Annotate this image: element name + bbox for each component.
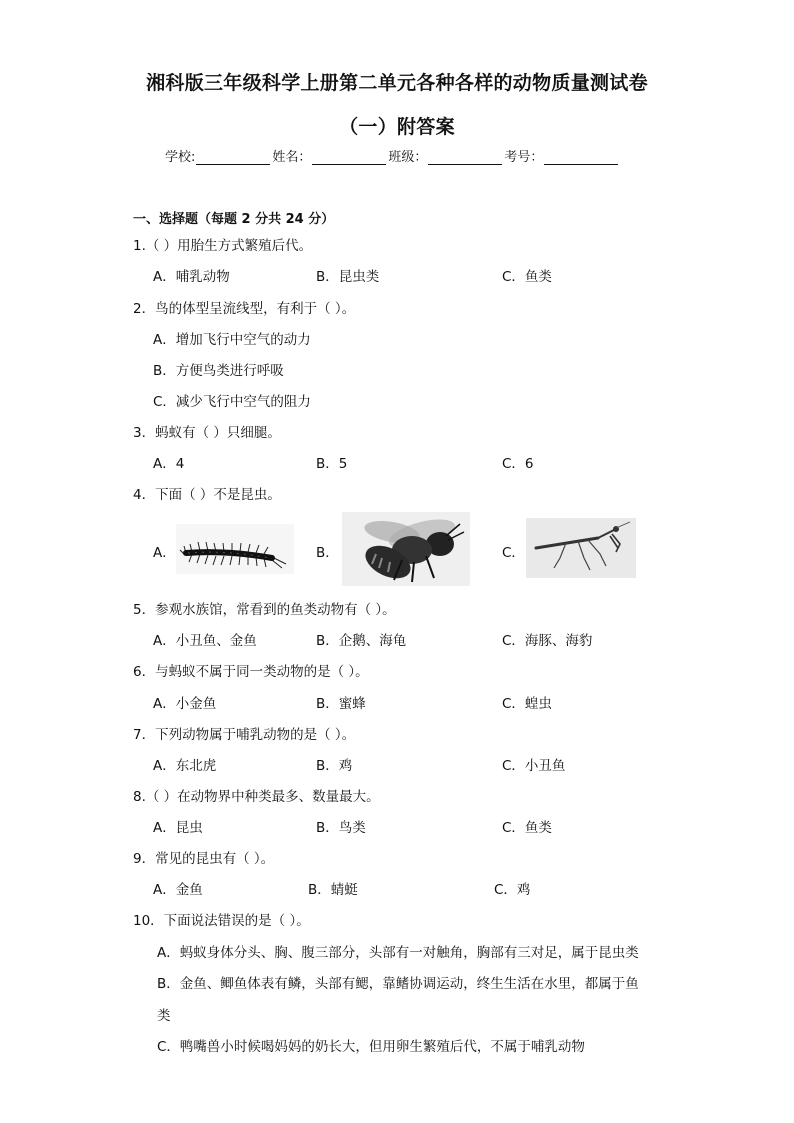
q8-option-c[interactable]: C．鱼类 <box>502 820 552 836</box>
q5-option-a[interactable]: A．小丑鱼、金鱼 <box>153 633 257 649</box>
q2-option-b[interactable]: B．方便鸟类进行呼吸 <box>153 363 284 379</box>
q1-option-a[interactable]: A．哺乳动物 <box>153 269 230 285</box>
q4-option-a[interactable]: A． <box>153 545 176 561</box>
q10-option-b[interactable]: B．金鱼、鲫鱼体表有鳞，头部有鳃，靠鳍协调运动，终生生活在水里，都属于鱼 <box>157 976 639 992</box>
question-7: 7．下列动物属于哺乳动物的是（ ）。 <box>133 727 356 743</box>
name-blank[interactable] <box>312 150 386 165</box>
question-9: 9．常见的昆虫有（ ）。 <box>133 851 275 867</box>
q3-option-b[interactable]: B．5 <box>316 456 348 472</box>
q1-option-c[interactable]: C．鱼类 <box>502 269 552 285</box>
section-heading: 一、选择题（每题 2 分共 24 分） <box>133 212 335 227</box>
q5-option-c[interactable]: C．海豚、海豹 <box>502 633 593 649</box>
question-6: 6．与蚂蚁不属于同一类动物的是（ ）。 <box>133 664 369 680</box>
q2-option-a[interactable]: A．增加飞行中空气的动力 <box>153 332 311 348</box>
number-label: 考号： <box>504 150 544 165</box>
q9-option-c[interactable]: C．鸡 <box>494 882 531 898</box>
q9-option-b[interactable]: B．蜻蜓 <box>308 882 358 898</box>
q7-option-a[interactable]: A．东北虎 <box>153 758 217 774</box>
school-label: 学校: <box>165 150 196 165</box>
class-label: 班级： <box>388 150 428 165</box>
question-1: 1.（ ）用胎生方式繁殖后代。 <box>133 238 313 254</box>
centipede-image[interactable] <box>176 524 294 574</box>
school-field[interactable] <box>165 146 272 165</box>
bee-image[interactable] <box>342 512 470 586</box>
question-3: 3．蚂蚁有（ ）只细腿。 <box>133 425 281 441</box>
mantis-image[interactable] <box>526 518 636 578</box>
name-label: 姓名： <box>272 150 312 165</box>
q10-option-b-cont: 类 <box>157 1008 171 1024</box>
question-10: 10．下面说法错误的是（ ）。 <box>133 913 310 929</box>
q6-option-b[interactable]: B．蜜蜂 <box>316 696 366 712</box>
q1-option-b[interactable]: B．昆虫类 <box>316 269 380 285</box>
school-blank[interactable] <box>196 150 270 165</box>
q8-option-b[interactable]: B．鸟类 <box>316 820 366 836</box>
q6-option-c[interactable]: C．蝗虫 <box>502 696 552 712</box>
student-info-row <box>165 146 620 165</box>
q9-option-a[interactable]: A．金鱼 <box>153 882 203 898</box>
q2-option-c[interactable]: C．减少飞行中空气的阻力 <box>153 394 311 410</box>
q4-option-c[interactable]: C． <box>502 545 525 561</box>
q6-option-a[interactable]: A．小金鱼 <box>153 696 217 712</box>
q8-option-a[interactable]: A．昆虫 <box>153 820 203 836</box>
class-blank[interactable] <box>428 150 502 165</box>
class-field[interactable] <box>388 146 504 165</box>
q3-option-a[interactable]: A．4 <box>153 456 185 472</box>
q10-option-c[interactable]: C．鸭嘴兽小时候喝妈妈的奶长大，但用卵生繁殖后代，不属于哺乳动物 <box>157 1039 585 1055</box>
number-blank[interactable] <box>544 150 618 165</box>
q7-option-c[interactable]: C．小丑鱼 <box>502 758 566 774</box>
page-subtitle: （一）附答案 <box>339 116 455 138</box>
question-5: 5．参观水族馆，常看到的鱼类动物有（ ）。 <box>133 602 396 618</box>
q7-option-b[interactable]: B．鸡 <box>316 758 353 774</box>
name-field[interactable] <box>272 146 388 165</box>
question-4: 4．下面（ ）不是昆虫。 <box>133 487 281 503</box>
question-8: 8.（ ）在动物界中种类最多、数量最大。 <box>133 789 380 805</box>
page-title: 湘科版三年级科学上册第二单元各种各样的动物质量测试卷 <box>146 72 648 94</box>
question-2: 2．鸟的体型呈流线型，有利于（ ）。 <box>133 301 356 317</box>
q5-option-b[interactable]: B．企鹅、海龟 <box>316 633 407 649</box>
q3-option-c[interactable]: C．6 <box>502 456 534 472</box>
q10-option-a[interactable]: A．蚂蚁身体分头、胸、腹三部分，头部有一对触角，胸部有三对足，属于昆虫类 <box>157 945 639 961</box>
number-field[interactable] <box>504 146 620 165</box>
q4-option-b[interactable]: B． <box>316 545 339 561</box>
